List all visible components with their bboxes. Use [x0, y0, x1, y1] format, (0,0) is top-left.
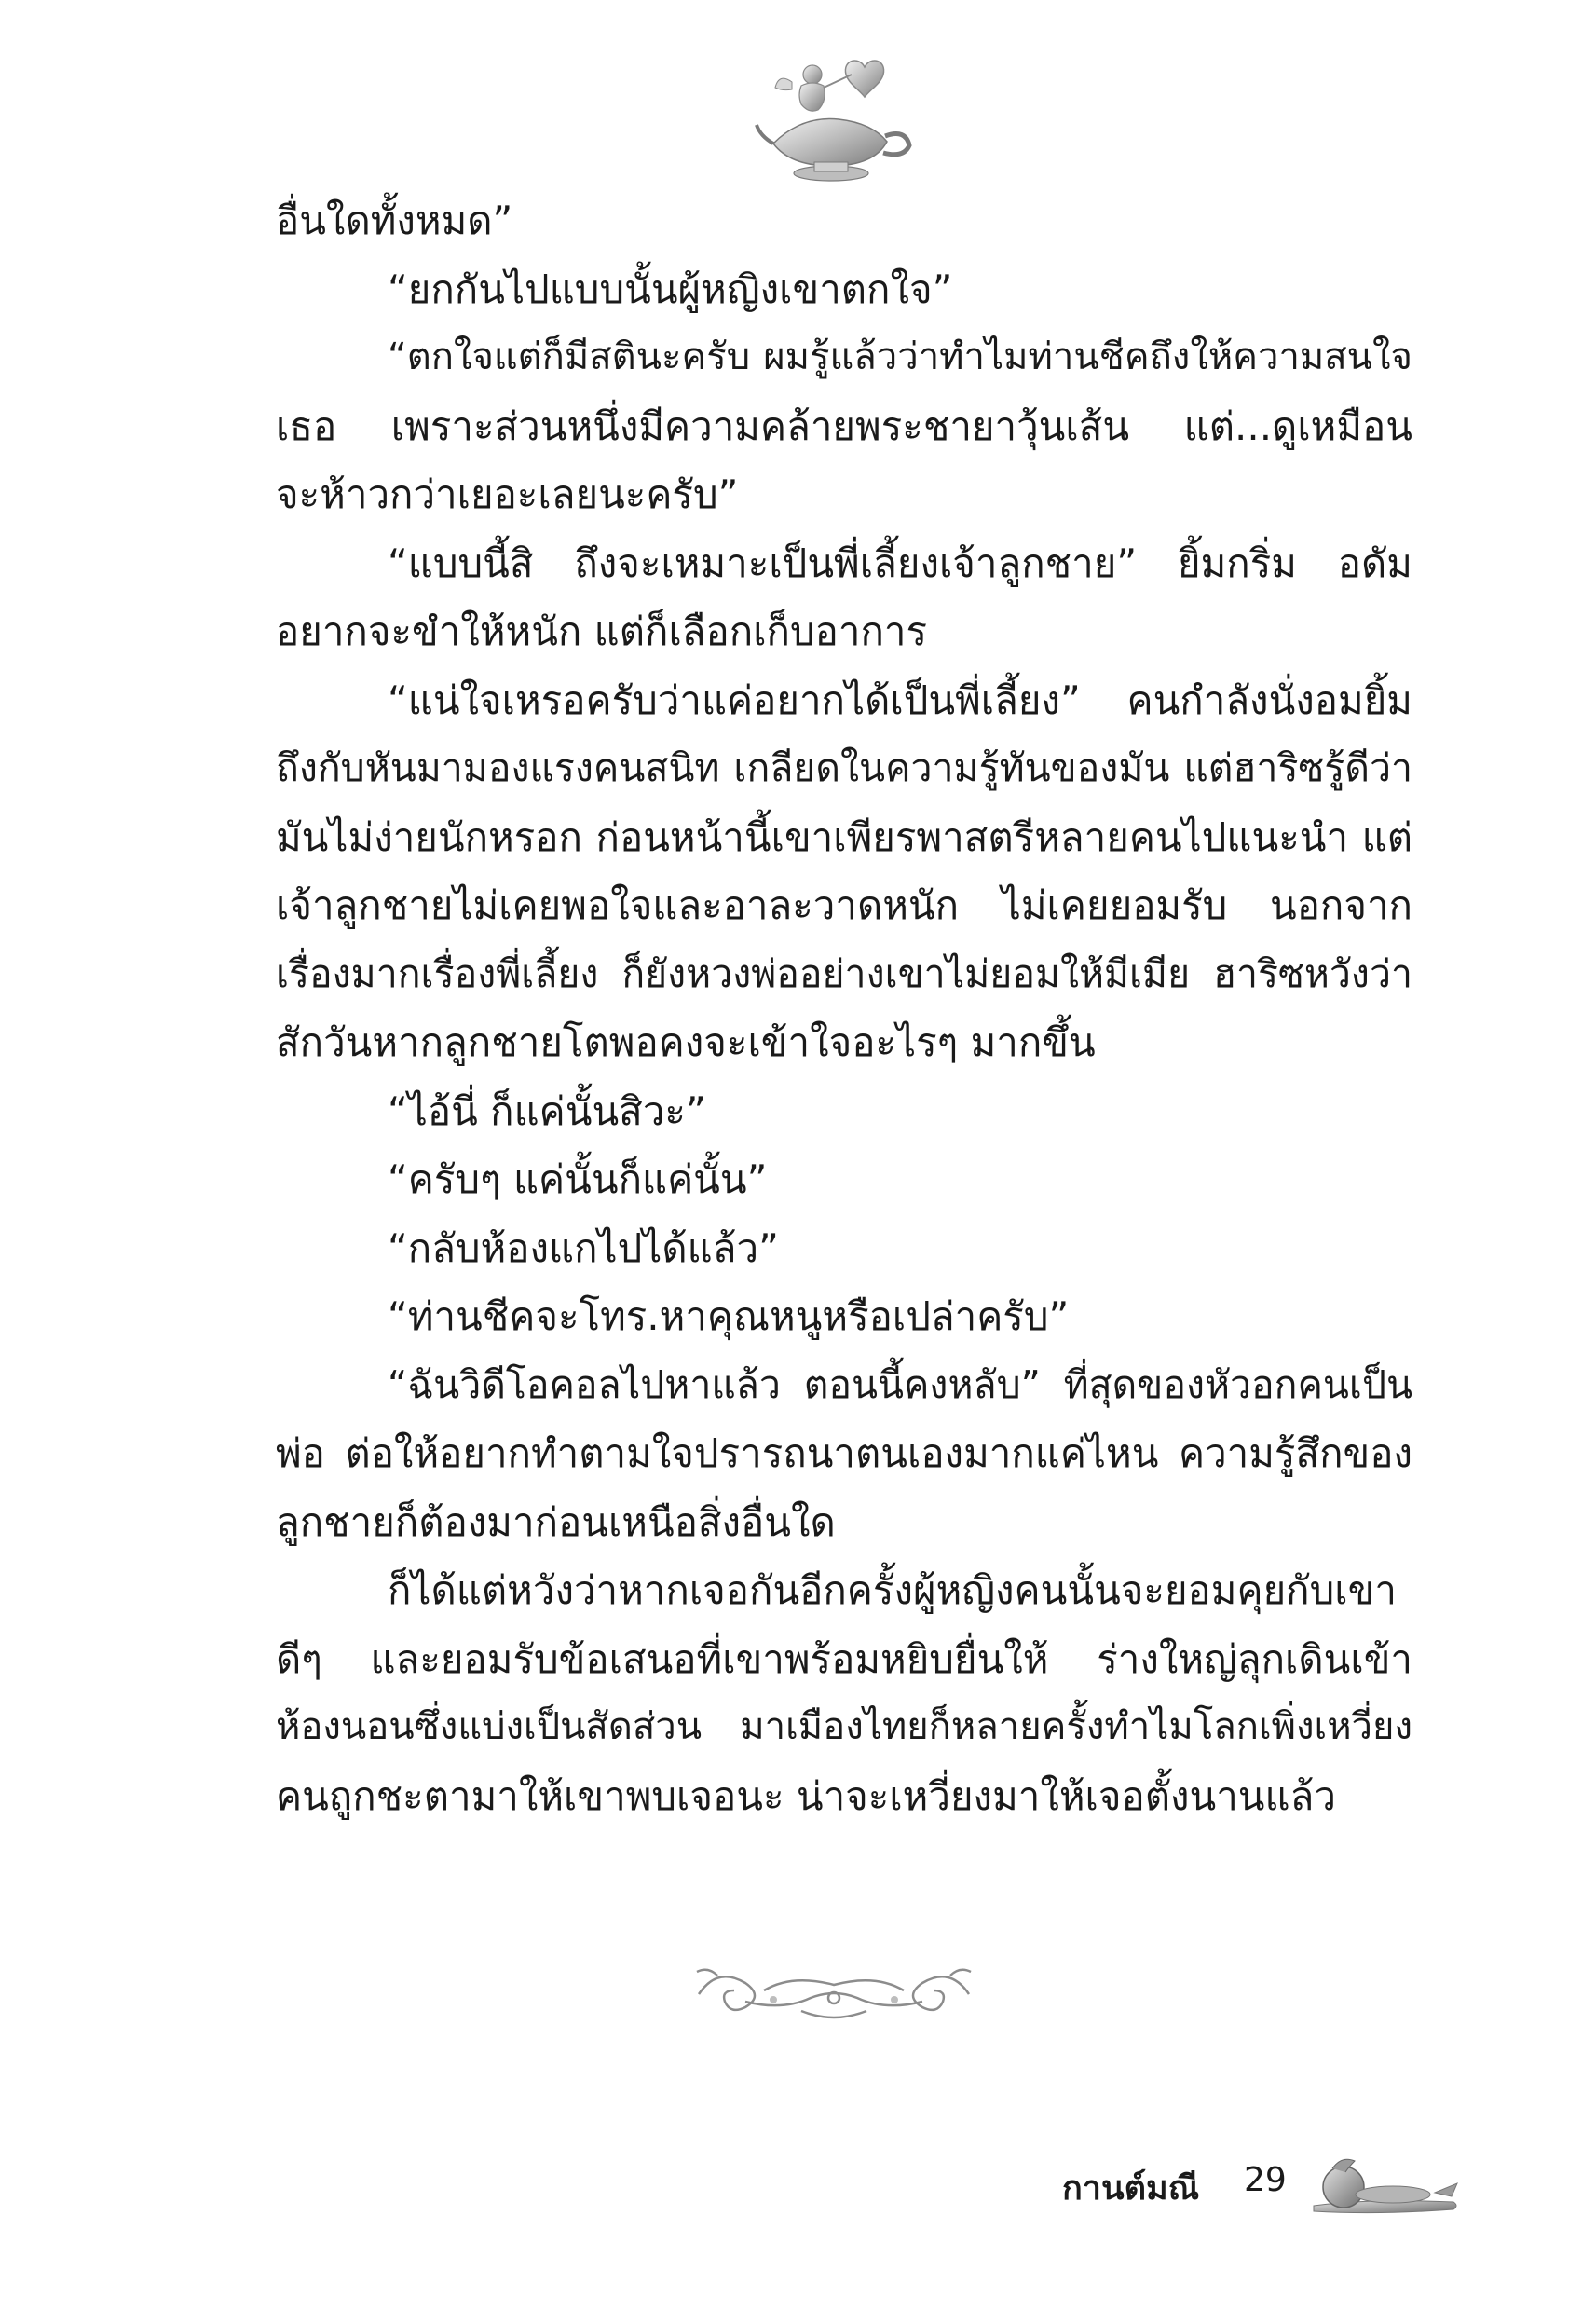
text-line: มันไม่ง่ายนักหรอก ก่อนหน้านี้เขาเพียรพาสตรีหลายคนไปแนะนำ แต่	[276, 814, 1412, 860]
book-title: กานต์มณี	[1062, 2169, 1200, 2208]
body-text	[276, 186, 1412, 1830]
text-line: พ่อ ต่อให้อยากทำตามใจปรารถนาตนเองมากแค่ไหน ความรู้สึกของ	[276, 1430, 1412, 1476]
text-line: “ตกใจแต่ก็มีสตินะครับ ผมรู้แล้วว่าทำไมท่านชีคถึงให้ความสนใจ	[388, 335, 1412, 378]
text-line: เรื่องมากเรื่องพี่เลี้ยง ก็ยังหวงพ่ออย่างเขาไม่ยอมให้มีเมีย ฮาริซหวังว่า	[276, 950, 1412, 996]
text-line: “ท่านชีคจะโทร.หาคุณหนูหรือเปล่าครับ”	[388, 1293, 1070, 1339]
text-line: “แบบนี้สิ ถึงจะเหมาะเป็นพี่เลี้ยงเจ้าลูกชาย” ยิ้มกริ่ม อดัม	[388, 540, 1412, 586]
text-line: “ครับๆ แค่นั้นก็แค่นั้น”	[388, 1156, 768, 1202]
text-line: “ไอ้นี่ ก็แค่นั้นสิวะ”	[388, 1087, 706, 1134]
text-line: “ฉันวิดีโอคอลไปหาแล้ว ตอนนี้คงหลับ” ที่สุดของหัวอกคนเป็น	[388, 1361, 1412, 1407]
text-line: ถึงกับหันมามองแรงคนสนิท เกลียดในความรู้ทันของมัน แต่ฮาริซรู้ดีว่า	[276, 745, 1412, 790]
text-line: สักวันหากลูกชายโตพอคงจะเข้าใจอะไรๆ มากขึ้น	[276, 1019, 1096, 1065]
text-line: ห้องนอนซึ่งแบ่งเป็นสัดส่วน มาเมืองไทยก็หลายครั้งทำไมโลกเพิ่งเหวี่ยง	[276, 1705, 1412, 1748]
teapot-cupid-icon	[755, 47, 913, 186]
vegetables-icon	[1304, 2148, 1463, 2222]
text-line: “กลับห้องแกไปได้แล้ว”	[388, 1224, 779, 1271]
text-line: คนถูกชะตามาให้เขาพบเจอนะ น่าจะเหวี่ยงมาให้เจอตั้งนานแล้ว	[276, 1772, 1336, 1819]
text-line: เธอ เพราะส่วนหนึ่งมีความคล้ายพระชายาวุ้นเส้น แต่...ดูเหมือน	[276, 403, 1412, 449]
text-line: “ยกกันไปแบบนั้นผู้หญิงเขาตกใจ”	[388, 266, 953, 312]
text-line: จะห้าวกว่าเยอะเลยนะครับ”	[276, 472, 739, 517]
text-line: เจ้าลูกชายไม่เคยพอใจและอาละวาดหนัก ไม่เคยยอมรับ นอกจาก	[276, 882, 1412, 928]
text-line: ดีๆ และยอมรับข้อเสนอที่เขาพร้อมหยิบยื่นให้ ร่างใหญ่ลุกเดินเข้า	[276, 1635, 1412, 1682]
page-footer	[1044, 2148, 1463, 2222]
text-line: ก็ได้แต่หวังว่าหากเจอกันอีกครั้งผู้หญิงคนนั้นจะยอมคุยกับเขา	[388, 1567, 1397, 1613]
scroll-flourish-icon	[680, 1957, 988, 2031]
text-line: อื่นใดทั้งหมด”	[276, 198, 513, 243]
text-line: อยากจะขำให้หนัก แต่ก็เลือกเก็บอาการ	[276, 609, 928, 654]
text-line: ลูกชายก็ต้องมาก่อนเหนือสิ่งอื่นใด	[276, 1498, 836, 1545]
page-number: 29	[1244, 2161, 1287, 2199]
text-line: “แน่ใจเหรอครับว่าแค่อยากได้เป็นพี่เลี้ยง” คนกำลังนั่งอมยิ้ม	[388, 677, 1412, 723]
